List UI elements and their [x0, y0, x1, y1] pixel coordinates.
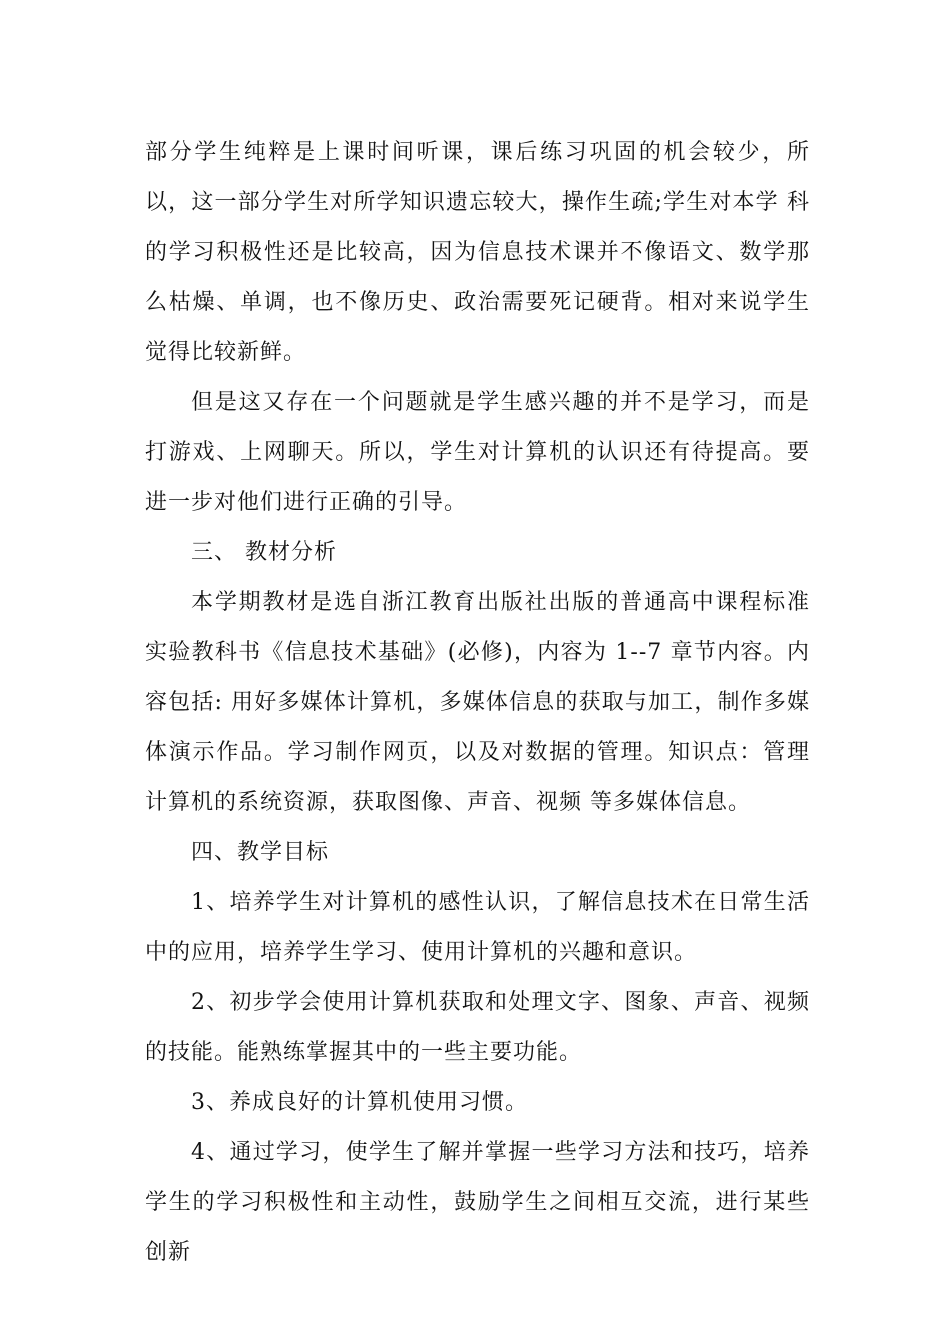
goal-item-1: 1、培养学生对计算机的感性认识，了解信息技术在日常生活中的应用，培养学生学习、使用计算机的兴趣和意识。 — [145, 890, 810, 965]
goal-item-4: 4、通过学习，使学生了解并掌握一些学习方法和技巧，培养学生的学习积极性和主动性，鼓励学生之间相互交流，进行某些创新 — [145, 1140, 810, 1265]
section-heading-textbook-analysis: 三、 教材分析 — [191, 540, 337, 565]
section-heading-teaching-goals: 四、教学目标 — [191, 840, 330, 865]
goal-item-3: 3、养成良好的计算机使用习惯。 — [191, 1090, 528, 1115]
goal-item-2: 2、初步学会使用计算机获取和处理文字、图象、声音、视频的技能。能熟练掌握其中的一些主要功能。 — [145, 990, 810, 1065]
paragraph-textbook-content: 本学期教材是选自浙江教育出版社出版的普通高中课程标准实验教科书《信息技术基础》(必修)，内容为 1--7 章节内容。内容包括: 用好多媒体计算机，多媒体信息的获取与加工，制作多媒体演示作品。学习制作网页，以及对数据的管理。知识点：管理计算机的系统资源，获取图像、声音、视频 等多媒体信息。 — [145, 590, 810, 815]
paragraph-student-situation: 部分学生纯粹是上课时间听课，课后练习巩固的机会较少，所以，这一部分学生对所学知识遗忘较大，操作生疏;学生对本学 科的学习积极性还是比较高，因为信息技术课并不像语文、数学那么枯燥、单调，也不像历史、政治需要死记硬背。相对来说学生觉得比较新鲜。 — [145, 140, 810, 365]
paragraph-interest-problem: 但是这又存在一个问题就是学生感兴趣的并不是学习，而是打游戏、上网聊天。所以，学生对计算机的认识还有待提高。要进一步对他们进行正确的引导。 — [145, 390, 810, 515]
document-page — [145, 128, 810, 1278]
